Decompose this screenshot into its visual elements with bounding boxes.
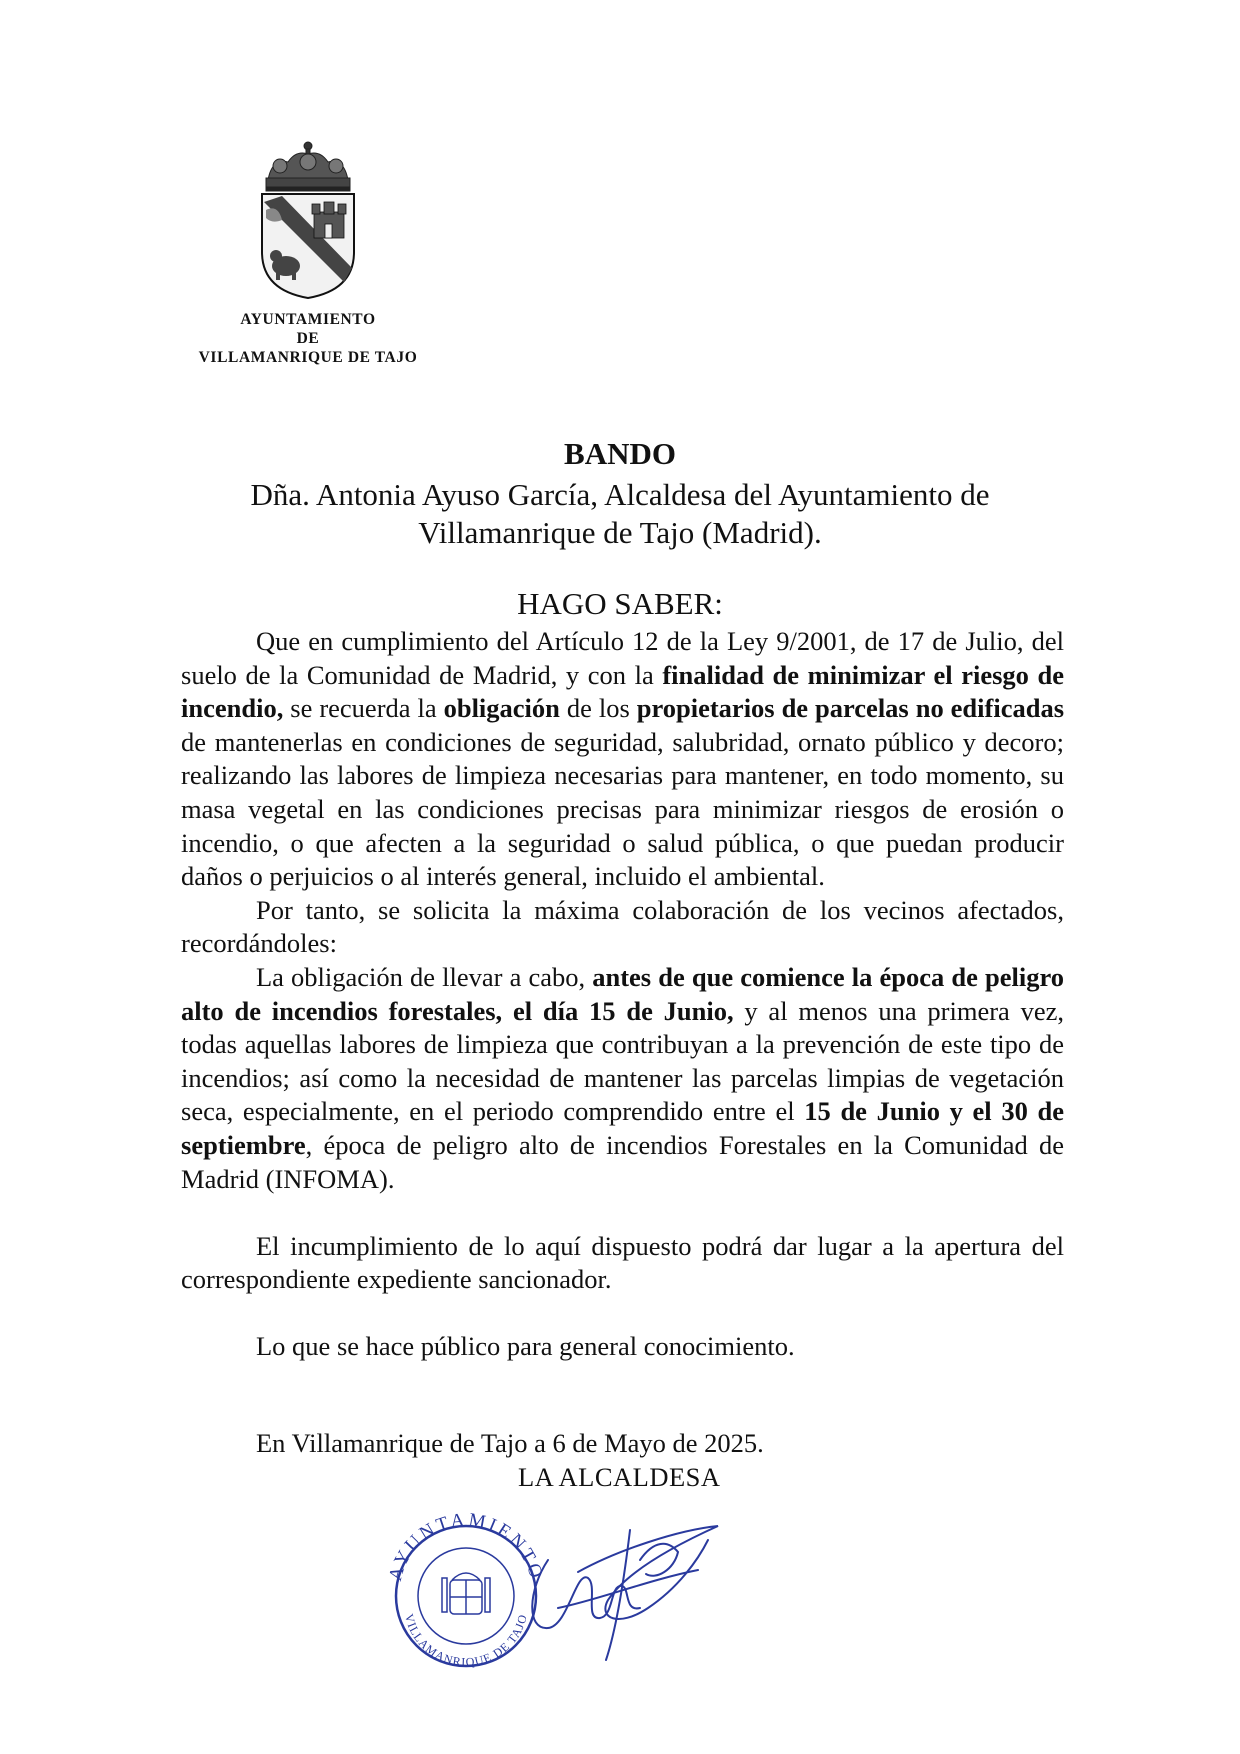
p3-bold-1: antes de que comience la época de peligro alto de incendios forestales, el día 15 de Junio, <box>181 961 1064 1026</box>
stamp-crest-icon <box>442 1573 490 1614</box>
p1-text-3: de los <box>559 693 637 724</box>
paragraph-sanction: El incumplimiento de lo aquí dispuesto podrá dar lugar a la apertura del correspondiente expediente sancionador. <box>181 1230 1064 1295</box>
p1-bold-2: obligación <box>443 693 560 724</box>
svg-text:VILLAMANRIQUE DE TAJO <box>402 1612 530 1669</box>
issuer-line <box>0 476 1240 552</box>
document-title: BANDO <box>564 436 676 471</box>
p3-text-1: La obligación de llevar a cabo, <box>256 961 593 992</box>
p3-text-2: y al menos una primera vez, todas aquellas labores de limpieza que contribuyan a la prevención de este tipo de incendios; así como la necesidad de mantener las parcelas limpias de vegetación seca, especialmente, en el periodo comprendido entre el <box>181 995 1064 1127</box>
p1-bold-1: finalidad de minimizar el riesgo de incendio, <box>181 659 1064 724</box>
header-line-2: DE <box>296 330 320 347</box>
paragraph-public-notice: Lo que se hace público para general conocimiento. <box>256 1331 795 1362</box>
hago-saber-heading: HAGO SABER: <box>517 586 723 621</box>
coat-of-arms-logo <box>252 140 364 300</box>
p3-bold-2: 15 de Junio y el 30 de septiembre <box>181 1096 1064 1160</box>
handwritten-signature <box>532 1526 718 1660</box>
p1-bold-3: propietarios de parcelas no edificadas <box>636 693 1065 724</box>
paragraph-obligation <box>181 625 1064 894</box>
p1-text-4: de mantenerlas en condiciones de seguridad, salubridad, ornato público y decoro; realizando las labores de limpieza necesarias para mantener, en todo momento, su masa vegetal en las condiciones precisas para minimizar riesgos de erosión o incendio, o que afecten a la seguridad o salud pública, o que puedan producir daños o perjuicios o al interés general, incluido el ambiental. <box>181 726 1064 892</box>
p1-text-2: se recuerda la <box>283 693 444 724</box>
stamp-bottom-text: VILLAMANRIQUE DE TAJO <box>401 1612 531 1670</box>
paragraph-collaboration: Por tanto, se solicita la máxima colaboración de los vecinos afectados, recordándoles: <box>181 894 1064 959</box>
p3-text-3: , época de peligro alto de incendios Forestales en la Comunidad de Madrid (INFOMA). <box>181 1129 1064 1194</box>
svg-text:AYUNTAMIENTO <box>385 1510 547 1584</box>
signer-title: LA ALCALDESA <box>518 1462 721 1492</box>
official-stamp-and-signature <box>378 1500 738 1670</box>
municipality-header <box>168 310 448 367</box>
date-line: En Villamanrique de Tajo a 6 de Mayo de 2025. <box>256 1428 764 1458</box>
stamp-top-text: AYUNTAMIENTO <box>384 1509 548 1584</box>
issuer-line-1: Dña. Antonia Ayuso García, Alcaldesa del Ayuntamiento de <box>250 477 990 512</box>
paragraph-cleaning-deadline <box>181 961 1064 1196</box>
p1-text-1: Que en cumplimiento del Artículo 12 de la Ley 9/2001, de 17 de Julio, del suelo de la Comunidad de Madrid, y con la <box>181 626 1064 690</box>
header-line-1: AYUNTAMIENTO <box>240 311 376 328</box>
document-body <box>181 625 1064 1364</box>
header-line-3: VILLAMANRIQUE DE TAJO <box>198 349 418 366</box>
issuer-line-2: Villamanrique de Tajo (Madrid). <box>418 515 822 550</box>
